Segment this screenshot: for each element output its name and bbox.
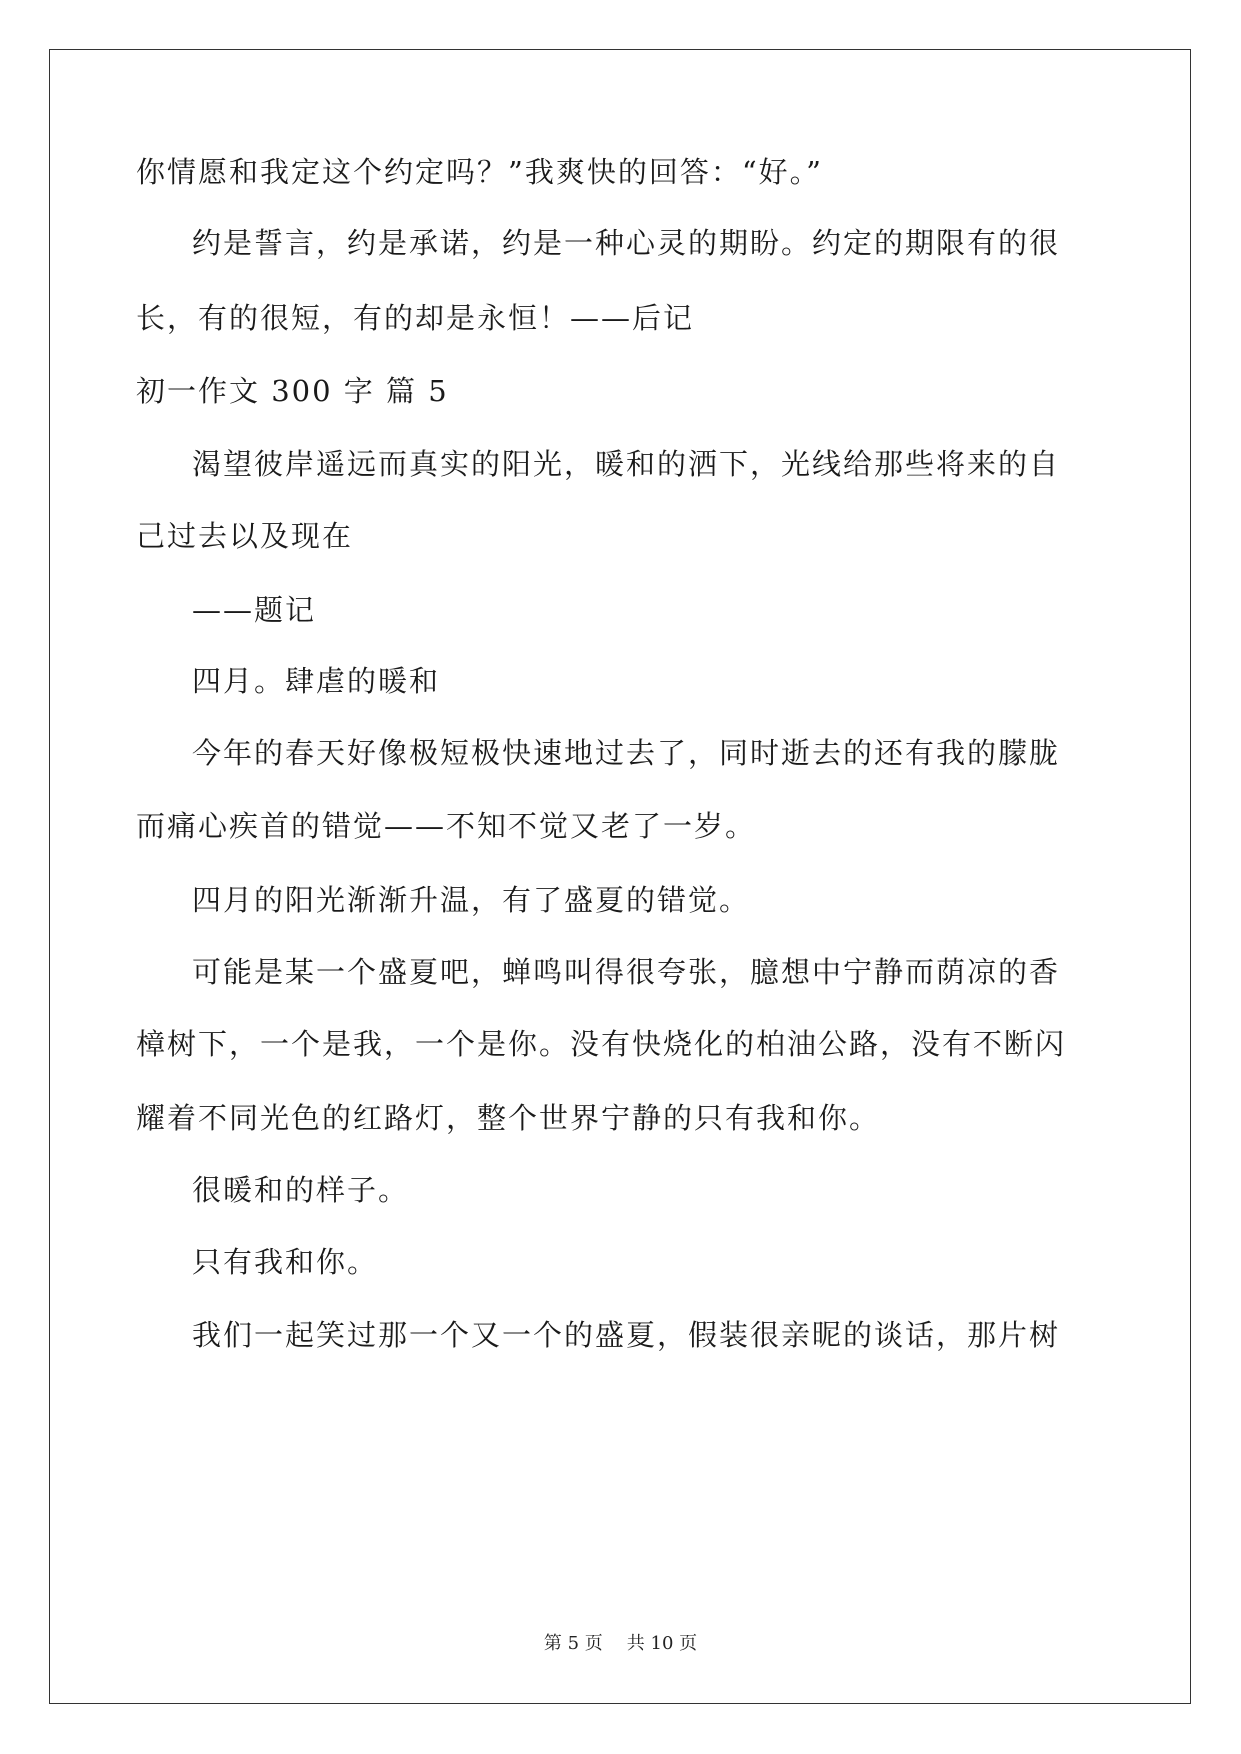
page-footer [0, 1631, 1241, 1657]
text-line-paragraph: 四月的阳光渐渐升温，有了盛夏的错觉。 [192, 883, 751, 917]
text-line-continuation: 你情愿和我定这个约定吗？”我爽快的回答：“好。” [136, 155, 823, 189]
text-line-paragraph: 渴望彼岸遥远而真实的阳光，暖和的洒下，光线给那些将来的自 [192, 447, 1061, 481]
text-line-paragraph: 很暖和的样子。 [192, 1173, 410, 1207]
text-line-paragraph: 只有我和你。 [192, 1245, 379, 1279]
text-line-paragraph: 我们一起笑过那一个又一个的盛夏，假装很亲昵的谈话，那片树 [192, 1318, 1061, 1352]
text-line-continuation: 己过去以及现在 [136, 519, 354, 553]
text-line-paragraph: 四月。肆虐的暖和 [192, 664, 441, 698]
text-line-continuation: 而痛心疾首的错觉——不知不觉又老了一岁。 [136, 809, 757, 843]
section-heading: 初一作文 300 字 篇 5 [136, 374, 449, 408]
page-total: 共 10 页 [626, 1633, 698, 1654]
text-line-continuation: 樟树下，一个是我，一个是你。没有快烧化的柏油公路，没有不断闪 [136, 1027, 1067, 1061]
text-line-continuation: 长，有的很短，有的却是永恒！——后记 [136, 301, 695, 335]
page-number: 第 5 页 [543, 1633, 603, 1654]
text-line-paragraph: ——题记 [192, 593, 317, 627]
text-line-paragraph: 今年的春天好像极短极快速地过去了，同时逝去的还有我的朦胧 [192, 736, 1061, 770]
text-line-continuation: 耀着不同光色的红路灯，整个世界宁静的只有我和你。 [136, 1101, 881, 1135]
text-line-paragraph: 可能是某一个盛夏吧，蝉鸣叫得很夸张，臆想中宁静而荫凉的香 [192, 955, 1061, 989]
text-line-paragraph: 约是誓言，约是承诺，约是一种心灵的期盼。约定的期限有的很 [192, 226, 1061, 260]
